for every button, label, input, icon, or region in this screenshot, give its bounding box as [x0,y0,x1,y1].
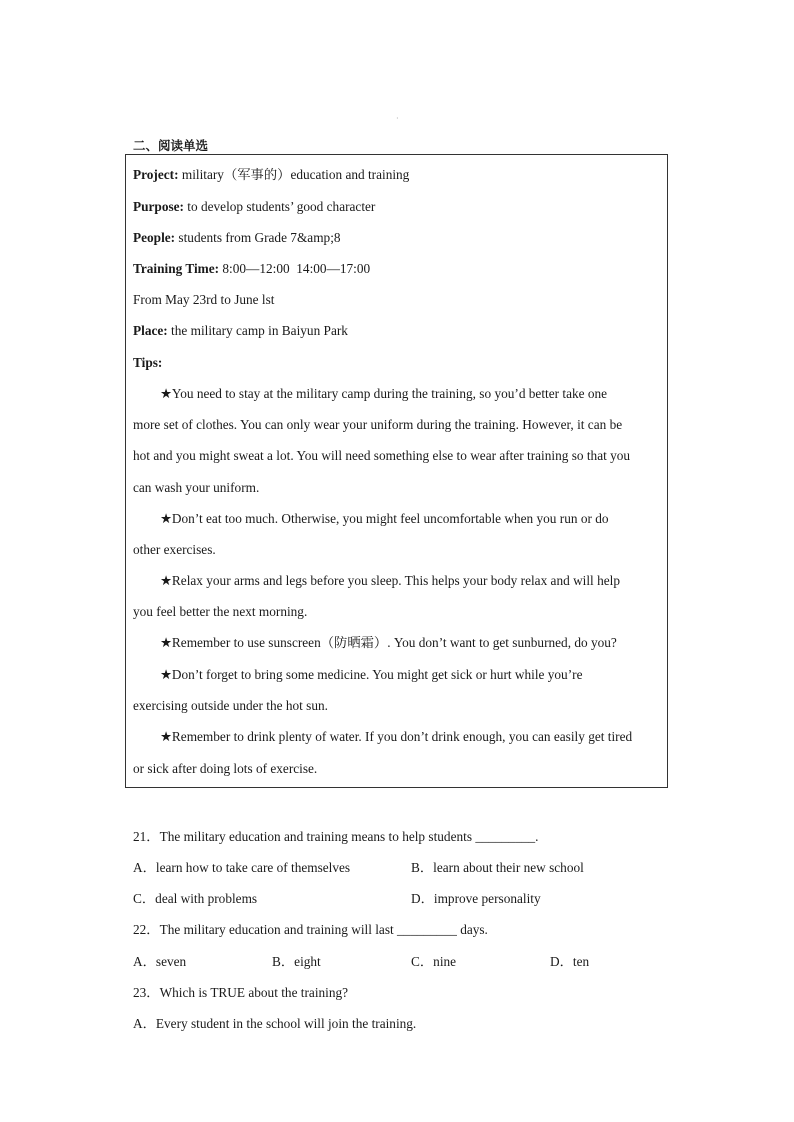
tip-line: ★You need to stay at the military camp during the training, so you’d better take one [160,386,608,401]
question-21: 21．The military education and training means to help students _________. [133,829,539,844]
tip-line: can wash your uniform. [133,480,260,495]
q21-option-d: D．improve personality [411,891,541,906]
q22-option-a: A．seven [133,954,187,969]
tips-label: Tips: [133,355,163,370]
dates-line: From May 23rd to June lst [133,292,275,307]
q22-option-c: C．nine [411,954,457,969]
place-value: the military camp in Baiyun Park [171,323,348,338]
tip-line: or sick after doing lots of exercise. [133,761,318,776]
q21-option-a: A．learn how to take care of themselves [133,860,351,875]
project-label: Project: [133,167,179,182]
q21-option-c: C．deal with problems [133,891,258,906]
q22-option-d: D．ten [550,954,590,969]
q21-option-b: B．learn about their new school [411,860,584,875]
place-line [133,322,348,340]
tip-line: ★Don’t forget to bring some medicine. You might get sick or hurt while you’re [160,667,583,682]
project-value: military（军事的）education and training [181,167,410,182]
time-label: Training Time: [133,261,220,276]
section-title: 二、阅读单选 [133,138,209,153]
time-line [133,260,370,278]
tip-line: more set of clothes. You can only wear your uniform during the training. However, it can be [133,417,623,432]
people-value: students from Grade 7&amp;8 [178,230,341,245]
purpose-line [133,198,375,216]
tip-line: ★Remember to drink plenty of water. If you don’t drink enough, you can easily get tired [160,729,633,744]
time-value: 8:00—12:00 14:00—17:00 [222,261,371,276]
question-22: 22．The military education and training will last _________ days. [133,922,488,937]
tip-line: you feel better the next morning. [133,604,308,619]
q23-option-a: A．Every student in the school will join the training. [133,1016,417,1031]
purpose-label: Purpose: [133,199,184,214]
tip-line: ★Relax your arms and legs before you sleep. This helps your body relax and will help [160,573,620,588]
purpose-value: to develop students’ good character [187,199,376,214]
tip-line: hot and you might sweat a lot. You will need something else to wear after training so that you [133,448,631,463]
q22-option-b: B．eight [272,954,321,969]
people-label: People: [133,230,176,245]
tip-line: ★Remember to use sunscreen（防晒霜）. You don’t want to get sunburned, do you? [160,635,617,650]
tip-line: exercising outside under the hot sun. [133,698,328,713]
tip-line: other exercises. [133,542,216,557]
people-line [133,229,341,247]
project-line [133,166,409,184]
question-23: 23．Which is TRUE about the training? [133,985,349,1000]
notice-box [125,154,668,788]
tip-line: ★Don’t eat too much. Otherwise, you might feel uncomfortable when you run or do [160,511,609,526]
place-label: Place: [133,323,168,338]
page-marker-dot: · [396,114,399,123]
